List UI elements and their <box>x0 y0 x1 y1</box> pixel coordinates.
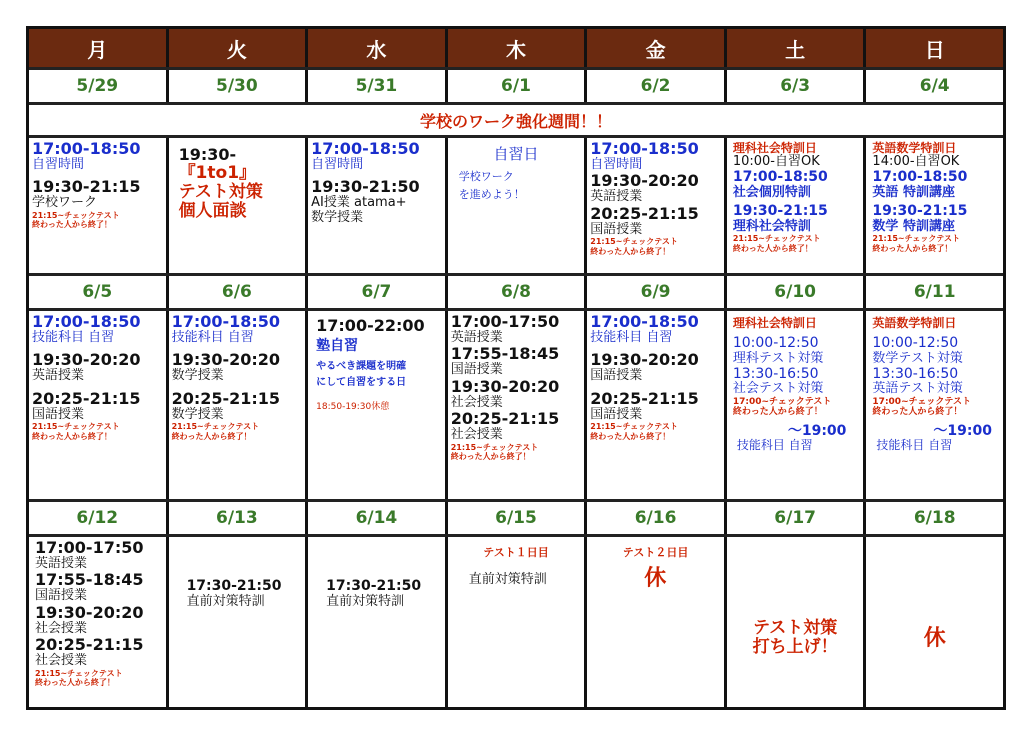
check-note: 17:00~チェックテスト <box>732 396 832 407</box>
weekday-sat: 土 <box>727 29 864 67</box>
break-time: 18:50-19:30休憩 <box>316 401 390 412</box>
date-cell: 6/8 <box>448 276 585 308</box>
time-slot: 17:00-18:50 <box>732 168 828 185</box>
activity: 技能科目 自習 <box>736 438 813 453</box>
date-cell: 6/16 <box>587 502 724 534</box>
time-slot: 19:30-20:20 <box>590 350 699 370</box>
activity: 学校ワーク <box>458 169 514 183</box>
day-cell-6-4 <box>866 138 1003 273</box>
weekday-wed: 水 <box>308 29 445 67</box>
check-note: 21:15~チェックテスト <box>872 234 961 244</box>
date-cell: 6/2 <box>587 70 724 102</box>
activity: 国語授業 <box>590 368 643 384</box>
activity: 理科社会特訓 <box>732 218 811 234</box>
check-note: 終わった人から終了！ <box>872 243 953 253</box>
check-note: 21:15~チェックテスト <box>450 442 539 452</box>
time-slot: 19:30-21:15 <box>32 177 141 197</box>
weekday-thu: 木 <box>448 29 585 67</box>
date-cell: 6/6 <box>169 276 306 308</box>
activity: 国語授業 <box>35 588 88 604</box>
activity: 社会授業 <box>450 427 503 443</box>
date-cell: 6/5 <box>29 276 166 308</box>
time-slot: 20:25-21:15 <box>590 203 699 223</box>
activity: 理科テスト対策 <box>732 351 824 367</box>
check-note: 17:00~チェックテスト <box>872 396 971 407</box>
check-note: 終わった人から終了！ <box>450 452 531 461</box>
holiday: 休 <box>644 566 667 592</box>
activity: 直前対策特訓 <box>468 572 547 588</box>
check-note: 終わった人から終了！ <box>32 431 112 441</box>
time-slot: 10:00-12:50 <box>872 335 959 352</box>
test-day: テスト２日目 <box>622 546 689 559</box>
check-note: 21:15~チェックテスト <box>590 237 678 247</box>
test-day: テスト１日目 <box>483 546 549 559</box>
activity: 社会テスト対策 <box>732 381 824 397</box>
date-cell: 6/1 <box>448 70 585 102</box>
check-note: 終わった人から終了！ <box>732 243 813 253</box>
time-slot: 20:25-21:15 <box>171 388 281 408</box>
time-slot: 13:30-16:50 <box>732 365 819 382</box>
day-cell-6-1 <box>448 138 585 273</box>
time-slot: 20:25-21:15 <box>32 388 141 408</box>
weekday-header <box>29 29 1003 67</box>
time-slot: 20:25-21:15 <box>590 388 699 408</box>
activity: 社会授業 <box>35 653 88 669</box>
time-slot: 19:30-21:15 <box>872 203 968 220</box>
time-slot: 17:00-18:50 <box>32 312 141 331</box>
day-cell-6-9 <box>587 311 724 499</box>
week1-banner: 学校のワーク強化週間！！ <box>29 105 1003 135</box>
calendar <box>26 26 1006 710</box>
activity: 数学授業 <box>171 406 224 422</box>
weekday-sun: 日 <box>866 29 1003 67</box>
date-cell: 6/18 <box>866 502 1003 534</box>
day-cell-6-14 <box>308 537 445 707</box>
date-cell: 5/29 <box>29 70 166 102</box>
time-slot: 17:00-18:50 <box>171 312 281 331</box>
note: にして自習をする日 <box>316 376 407 388</box>
weekday-mon: 月 <box>29 29 166 67</box>
day-cell-6-3 <box>727 138 864 273</box>
time-slot: 17:30-21:50 <box>326 578 422 594</box>
week2-cells <box>29 311 1003 499</box>
activity: を進めよう！ <box>458 188 525 202</box>
activity: 英語 特訓講座 <box>872 184 955 200</box>
activity: 自習日 <box>493 145 539 163</box>
check-note: 21:15~チェックテスト <box>32 210 120 220</box>
check-note: 終わった人から終了！ <box>590 431 671 441</box>
activity: 自習時間 <box>32 156 85 172</box>
activity: 10:00-自習OK <box>732 154 820 170</box>
date-cell: 6/14 <box>308 502 445 534</box>
date-cell: 5/30 <box>169 70 306 102</box>
activity: 英語授業 <box>32 368 85 384</box>
check-note: 21:15~チェックテスト <box>590 422 678 432</box>
date-cell: 6/4 <box>866 70 1003 102</box>
event: 打ち上げ！ <box>752 637 838 658</box>
time-slot: 19:30-20:20 <box>590 171 699 191</box>
activity: 英語授業 <box>450 329 503 345</box>
session-name: 『1to1』 <box>178 162 257 183</box>
check-note: 21:15~チェックテスト <box>171 422 260 432</box>
week1-cells <box>29 138 1003 273</box>
activity: 国語授業 <box>590 221 643 237</box>
day-cell-6-5 <box>29 311 166 499</box>
time-slot: 19:30-20:20 <box>32 350 141 370</box>
check-note: 終わった人から終了！ <box>872 407 963 418</box>
session-name: 個人面談 <box>178 200 247 221</box>
time-slot: 13:30-16:50 <box>872 365 959 382</box>
day-cell-5-30 <box>169 138 306 273</box>
check-note: 終わった人から終了！ <box>35 678 115 687</box>
day-cell-6-10 <box>727 311 864 499</box>
day-cell-5-31 <box>308 138 445 273</box>
time-slot: 19:30-21:50 <box>311 177 420 197</box>
activity: 自習時間 <box>311 156 364 172</box>
check-note: 21:15~チェックテスト <box>32 422 120 432</box>
day-cell-6-18 <box>866 537 1003 707</box>
date-cell: 5/31 <box>308 70 445 102</box>
time-slot: 17:00-17:50 <box>450 312 560 331</box>
activity: 社会授業 <box>450 394 503 410</box>
activity: 数学テスト対策 <box>872 351 963 367</box>
activity: 数学授業 <box>311 209 364 225</box>
special-day: 英語数学特訓日 <box>872 316 957 330</box>
activity: 学校ワーク <box>32 195 98 211</box>
time-slot: 〜19:00 <box>933 422 992 439</box>
activity: 塾自習 <box>316 337 359 354</box>
day-cell-6-11 <box>866 311 1003 499</box>
day-cell-6-17 <box>727 537 864 707</box>
activity: 英語授業 <box>35 555 88 571</box>
time-slot: 20:25-21:15 <box>450 409 560 429</box>
time-slot: 19:30-20:20 <box>450 376 560 396</box>
time-slot: 17:30-21:50 <box>186 578 282 594</box>
day-cell-6-16 <box>587 537 724 707</box>
time-slot: 〜19:00 <box>787 422 847 439</box>
note: やるべき課題を明確 <box>316 360 407 372</box>
activity: 技能科目 自習 <box>590 329 673 345</box>
time-slot: 17:00-17:50 <box>35 538 144 557</box>
event: テスト対策 <box>752 618 838 638</box>
date-cell: 6/13 <box>169 502 306 534</box>
day-cell-6-8 <box>448 311 585 499</box>
check-note: 終わった人から終了！ <box>732 407 823 418</box>
activity: 国語授業 <box>32 406 85 422</box>
activity: 社会授業 <box>35 620 88 636</box>
weekday-fri: 金 <box>587 29 724 67</box>
day-cell-5-29 <box>29 138 166 273</box>
date-cell: 6/11 <box>866 276 1003 308</box>
activity: 14:00-自習OK <box>872 154 960 170</box>
date-cell: 6/3 <box>727 70 864 102</box>
day-cell-6-15 <box>448 537 585 707</box>
activity: 国語授業 <box>450 362 503 378</box>
week3-cells <box>29 537 1003 707</box>
day-cell-6-13 <box>169 537 306 707</box>
activity: 国語授業 <box>590 406 643 422</box>
check-note: 終わった人から終了！ <box>32 220 112 230</box>
time-slot: 17:55-18:45 <box>35 570 144 590</box>
activity: 技能科目 自習 <box>32 329 115 345</box>
activity: 直前対策特訓 <box>326 593 405 609</box>
day-cell-6-7 <box>308 311 445 499</box>
weekday-tue: 火 <box>169 29 306 67</box>
activity: 自習時間 <box>590 156 643 172</box>
activity: 技能科目 自習 <box>876 438 953 453</box>
week1-dates <box>29 70 1003 102</box>
time-slot: 17:00-22:00 <box>316 316 425 335</box>
special-day: 理科社会特訓日 <box>732 141 817 155</box>
week2-dates <box>29 276 1003 308</box>
date-cell: 6/15 <box>448 502 585 534</box>
day-cell-6-2 <box>587 138 724 273</box>
time-slot: 20:25-21:15 <box>35 635 144 655</box>
time-slot: 17:00-18:50 <box>32 139 141 158</box>
special-day: 英語数学特訓日 <box>872 141 957 155</box>
date-cell: 6/9 <box>587 276 724 308</box>
check-note: 21:15~チェックテスト <box>732 234 821 244</box>
day-cell-6-12 <box>29 537 166 707</box>
time-slot: 17:55-18:45 <box>450 344 560 364</box>
activity: 社会個別特訓 <box>732 184 811 200</box>
time-slot: 19:30-20:20 <box>171 350 281 370</box>
holiday: 休 <box>923 626 946 651</box>
time-slot: 19:30-21:15 <box>732 203 828 220</box>
time-slot: 17:00-18:50 <box>590 139 699 158</box>
time-slot: 19:30-20:20 <box>35 602 144 622</box>
special-day: 理科社会特訓日 <box>732 316 817 330</box>
time-slot: 10:00-12:50 <box>732 335 819 352</box>
session-name: テスト対策 <box>178 181 263 202</box>
activity: 数学授業 <box>171 368 224 384</box>
date-cell: 6/17 <box>727 502 864 534</box>
time-slot: 17:00-18:50 <box>590 312 699 331</box>
check-note: 終わった人から終了！ <box>590 246 671 256</box>
activity: 英語テスト対策 <box>872 381 963 397</box>
day-cell-6-6 <box>169 311 306 499</box>
time-slot: 17:00-18:50 <box>872 168 968 185</box>
activity: 直前対策特訓 <box>186 593 265 609</box>
week3-dates <box>29 502 1003 534</box>
activity: 技能科目 自習 <box>171 329 254 345</box>
date-cell: 6/7 <box>308 276 445 308</box>
check-note: 終わった人から終了！ <box>171 431 252 441</box>
activity: 数学 特訓講座 <box>872 218 955 234</box>
activity: AI授業 atama+ <box>311 195 407 211</box>
date-cell: 6/10 <box>727 276 864 308</box>
date-cell: 6/12 <box>29 502 166 534</box>
time-slot: 17:00-18:50 <box>311 139 420 158</box>
check-note: 21:15~チェックテスト <box>35 668 123 678</box>
time-slot: 19:30- <box>178 145 237 164</box>
activity: 英語授業 <box>590 189 643 205</box>
